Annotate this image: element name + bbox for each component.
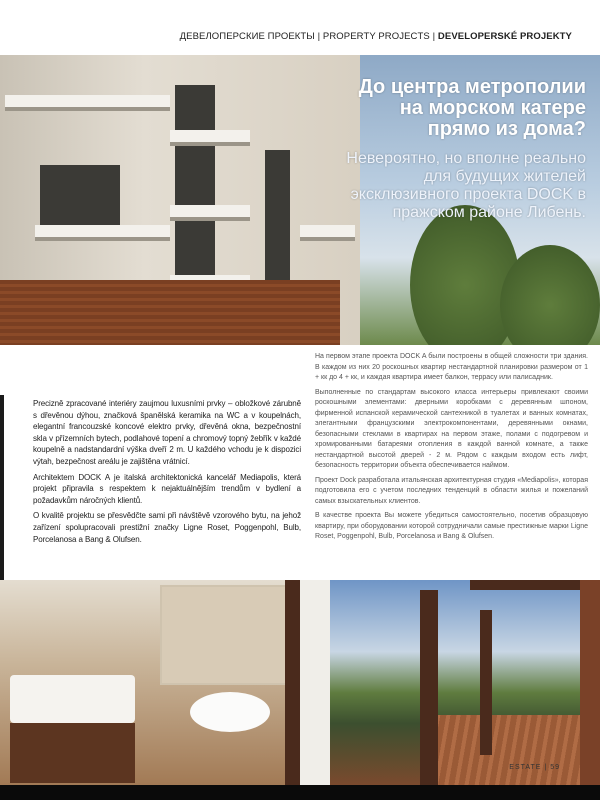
page-number: 59 bbox=[550, 764, 560, 771]
photo-gutter bbox=[300, 580, 330, 785]
section-ru: ДЕВЕЛОПЕРСКИЕ ПРОЕКТЫ bbox=[179, 31, 315, 42]
separator: | bbox=[317, 31, 321, 42]
magazine-name: ESTATE bbox=[509, 764, 542, 771]
czech-text-column bbox=[33, 398, 301, 549]
section-header bbox=[180, 31, 572, 42]
paragraph: Precizně zpracované interiéry zaujmou luxusními prvky – obložkové zárubně s dřevěnou dýhou, značková španělská keramika na WC a v koupelnách, elegantní francouzské koncové elektro prvky, dřevěná okna, bezpečnostní skla v přízemních bytech, podlahové topení a chromový topný žebřík v každé koupelně a nadstandardní výška dveří 2 m. U každého vchodu je k dispozici výtah, bezpečnost areálu je zajištěna vrátnicí. bbox=[33, 399, 301, 466]
paragraph: O kvalitě projektu se přesvědčte sami při návštěvě vzorového bytu, na jehož zařízení spolupracovali prestižní značky Ligne Roset, Poggenpohl, Bulb, Porcelanosa a Bang & Olufsen. bbox=[33, 511, 301, 544]
bottom-border bbox=[0, 785, 600, 800]
paragraph: Проект Dock разработала итальянская архитектурная студия «Mediapolis», которая подготовила его с учетом последних тенденций в области жилья и пожеланий самых взыскательных клиентов. bbox=[315, 476, 588, 505]
page-footer: ESTATE | 59 bbox=[509, 764, 560, 771]
paragraph: В качестве проекта Вы можете убедиться самостоятельно, посетив образцовую квартиру, при оборудовании которой сотрудничали самые престижные марки Ligne Roset, Poggenpohl, Bulb, Porcelanosa и Bang & Olufsen. bbox=[315, 512, 588, 540]
hero-photo bbox=[0, 55, 600, 345]
bathroom-photo bbox=[0, 580, 300, 785]
section-cz: DEVELOPERSKÉ PROJEKTY bbox=[437, 31, 572, 42]
paragraph: На первом этапе проекта DOCK A были построены в общей сложности три здания. В каждом из них 20 роскошных квартир нестандартной планировки размером от 1 + кк до 4 + кк, и каждая квартира имеет балкон, террасу или палисадник. bbox=[315, 353, 588, 381]
paragraph: Architektem DOCK A je italská architektonická kancelář Mediapolis, která projekt připravila s respektem k nejaktuálnějším trendům v bydlení a požadavkům náročných klientů. bbox=[33, 472, 301, 505]
separator: | bbox=[432, 31, 436, 42]
paragraph: Выполненные по стандартам высокого класса интерьеры привлекают своими роскошными элементами: дверными коробками с деревянным шпоном, фирменной испанской керамической сантехникой в туалетах и ванных комнатах, элегантными французскими электрокомпонентами, деревянными окнами, безопасными стеклами в квартирах на первом этаже, полами с подогревом и хромированными батареями отопления в каждой ванной комнате, а также нестандартной высотой дверей - 2 м. Рядом с каждым входом есть лифт, безопасность территории объекта обеспечивается наймом. bbox=[315, 388, 588, 469]
page-edge bbox=[0, 395, 4, 580]
russian-text-column bbox=[305, 345, 600, 573]
section-en: PROPERTY PROJECTS bbox=[322, 31, 430, 42]
subheadline: Невероятно, но вполне реально для будущих жителей эксклюзивного проекта DOCK в пражском районе Либень. bbox=[346, 150, 586, 221]
apartment-building bbox=[0, 55, 360, 345]
terrace-photo bbox=[330, 580, 600, 785]
headline: До центра метрополии на морском катере прямо из дома? bbox=[358, 76, 586, 140]
